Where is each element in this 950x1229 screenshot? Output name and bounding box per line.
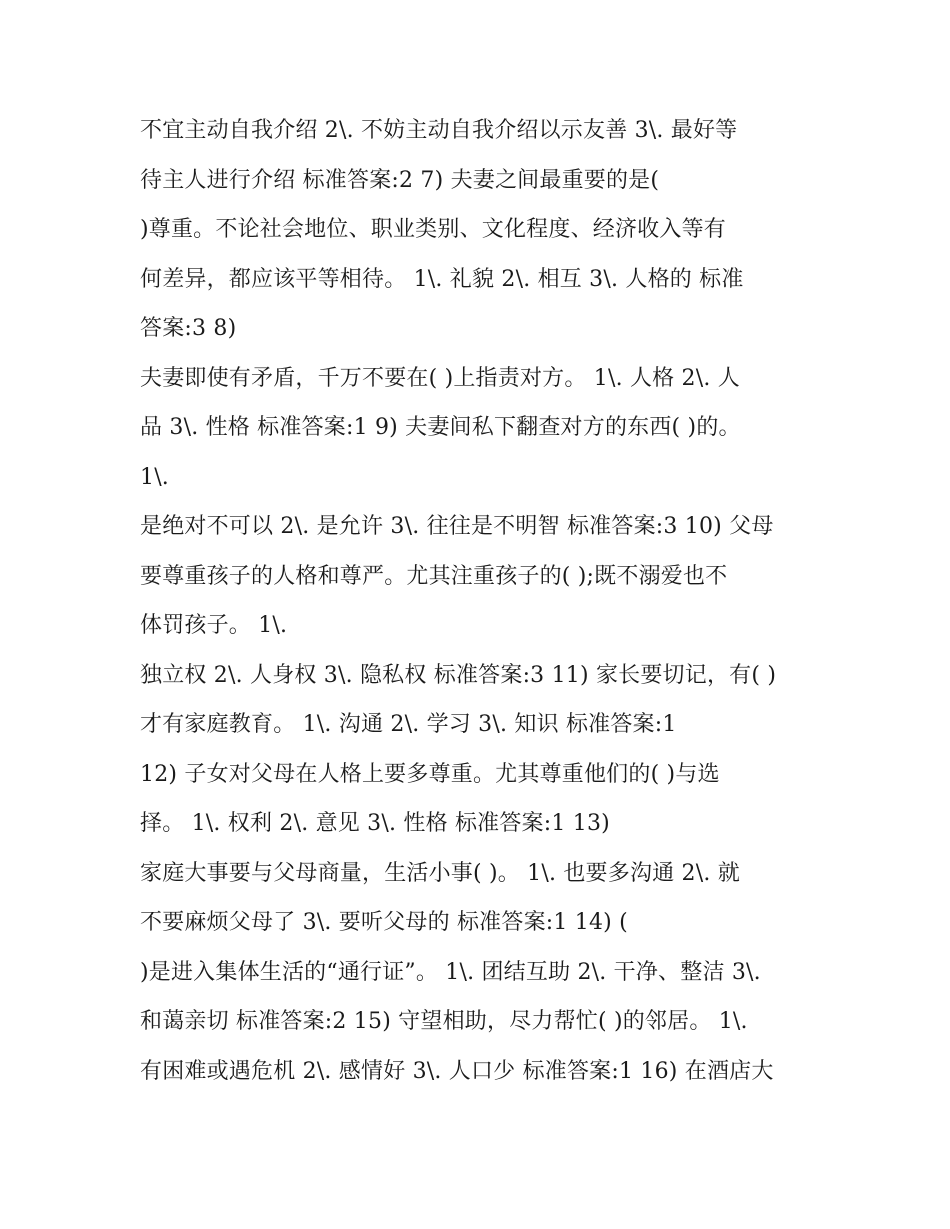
text-line: 才有家庭教育。 1\. 沟通 2\. 学习 3\. 知识 标准答案:1 [140,712,677,737]
text-line: 和蔼亲切 标准答案:2 15) 守望相助，尽力帮忙( )的邻居。 1\. [140,1009,748,1034]
text-line: 12) 子女对父母在人格上要多尊重。尤其尊重他们的( )与选 [140,761,720,787]
text-line: )是进入集体生活的“通行证”。 1\. 团结互助 2\. 干净、整洁 3\. [140,959,761,985]
document-body [140,106,820,1096]
text-line: )尊重。不论社会地位、职业类别、文化程度、经济收入等有 [140,217,726,242]
text-line: 择。 1\. 权利 2\. 意见 3\. 性格 标准答案:1 13) [140,811,610,836]
text-line: 夫妻即使有矛盾，千万不要在( )上指责对方。 1\. 人格 2\. 人 [140,365,740,391]
text-line: 要尊重孩子的人格和尊严。尤其注重孩子的( );既不溺爱也不 [140,563,728,589]
text-line: 有困难或遇危机 2\. 感情好 3\. 人口少 标准答案:1 16) 在酒店大 [140,1058,774,1084]
text-line: 不宜主动自我介绍 2\. 不妨主动自我介绍以示友善 3\. 最好等 [140,118,738,143]
text-line: 1\. [140,464,170,490]
text-line: 不要麻烦父母了 3\. 要听父母的 标准答案:1 14) ( [140,910,628,935]
text-line: 独立权 2\. 人身权 3\. 隐私权 标准答案:3 11) 家长要切记，有( ) [140,662,777,688]
text-line: 体罚孩子。 1\. [140,613,288,638]
text-line: 品 3\. 性格 标准答案:1 9) 夫妻间私下翻查对方的东西( )的。 [140,415,741,440]
text-line: 家庭大事要与父母商量，生活小事( )。 1\. 也要多沟通 2\. 就 [140,860,740,886]
text-line: 待主人进行介绍 标准答案:2 7) 夫妻之间最重要的是( [140,167,660,193]
text-line: 何差异，都应该平等相待。 1\. 礼貌 2\. 相互 3\. 人格的 标准 [140,266,744,292]
text-line: 答案:3 8) [140,316,237,341]
text-line: 是绝对不可以 2\. 是允许 3\. 往往是不明智 标准答案:3 10) 父母 [140,514,774,539]
